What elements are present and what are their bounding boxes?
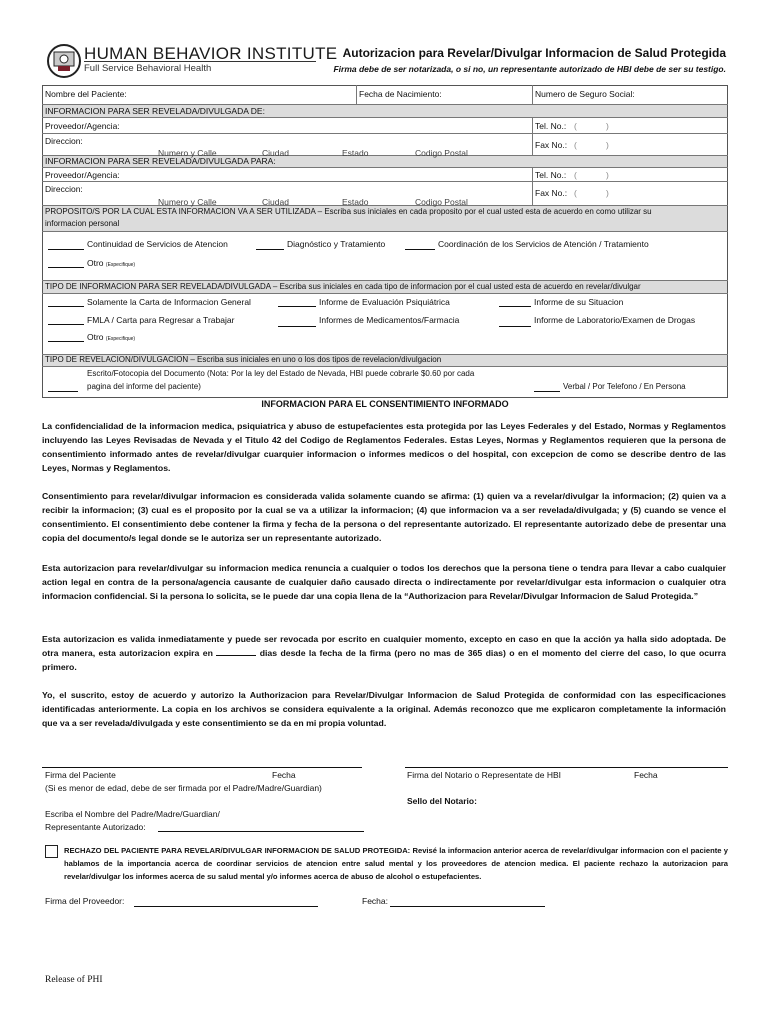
consent-paragraph-2: Consentimiento para revelar/divulgar informacion es considerada valida solamente cuando se afirma: (1) quien va a revelar/divulgar la informacion; (2) quien va a recibir la informacion; (3) cual es el proposito por la cual se va a utilizar la informacion; (4) que informacion va a ser revelada/divulgada; y (5) cuando se vence el consentimiento. El consentimiento debe contener la firma y fecha de la persona o del representante autorizado. El representante autorizado debe de presentar una copia del documento/s legal donde se le autoriza ser un representante autorizado. (42, 491, 726, 543)
type-fmla: FMLA / Carta para Regresar a Trabajar (87, 315, 235, 325)
purpose-coordination: Coordinación de los Servicios de Atención / Tratamiento (438, 239, 649, 249)
to-fax-field[interactable]: Fax No.: (535, 188, 568, 198)
from-fax-paren-open: ( (574, 140, 577, 150)
disclosure-heading: TIPO DE REVELACION/DIVULGACION – Escriba sus iniciales en uno o los dos tipos de revelacion/divulgacion (45, 355, 442, 364)
provider-signature-line[interactable] (134, 906, 318, 907)
consent-paragraph-4 (42, 632, 726, 674)
type-initial-4[interactable] (48, 324, 84, 325)
disclosure-written-1: Escrito/Fotocopia del Documento (Nota: Por la ley del Estado de Nevada, HBI puede cobrarle $0.60 por cada (87, 369, 475, 378)
info-type-heading: TIPO DE INFORMACION PARA SER REVELADA/DIVULGADA – Escriba sus iniciales en cada tipo de informacion por el cual usted esta de acuerdo en revelar/divulgar (45, 282, 641, 291)
refusal-checkbox[interactable] (45, 845, 58, 858)
from-city-hint: Ciudad (262, 148, 289, 158)
from-fax-paren-close: ) (606, 140, 609, 150)
to-provider-field[interactable]: Proveedor/Agencia: (45, 170, 120, 180)
guardian-label-1: Escriba el Nombre del Padre/Madre/Guardian/ (45, 809, 220, 819)
to-state-hint: Estado (342, 197, 369, 207)
consent-heading: INFORMACION PARA EL CONSENTIMIENTO INFORMADO (261, 399, 509, 409)
logo-emblem (47, 44, 81, 78)
from-phone-paren-open: ( (574, 121, 577, 131)
purpose-heading-cont: informacion personal (45, 219, 120, 228)
from-phone-field[interactable]: Tel. No.: (535, 121, 567, 131)
type-medication: Informes de Medicamentos/Farmacia (319, 315, 460, 325)
minor-note: (Si es menor de edad, debe de ser firmada por el Padre/Madre/Guardian) (45, 783, 322, 793)
to-fax-paren-close: ) (606, 188, 609, 198)
logo-figure-icon (49, 46, 79, 76)
purpose-continuity: Continuidad de Servicios de Atencion (87, 239, 228, 249)
patient-name-field[interactable]: Nombre del Paciente: (45, 89, 127, 99)
purpose-initial-2[interactable] (256, 249, 284, 250)
consent-paragraph-1: La confidencialidad de la informacion medica, psiquiatrica y abuso de estupefacientes esta protegida por las Leyes Federales y del Estado, Normas y Reglamentos incluyendo las Leyes Revisadas de Nevada y el Titulo 42 del Codigo de Reglamentos Federales. Estas Leyes, Normas y Reglamentos requieren que la persona de consentimiento informado antes de revelar/divulgar cuarquier informacion o informes medicos o del hospital, con excepcion de como se describe dentro de las Leyes, Normas y Reglamentos. (42, 421, 726, 473)
disclosure-initial-written[interactable] (48, 391, 78, 392)
expiry-days-field[interactable] (216, 646, 256, 656)
expiry-text-b: dias desde la fecha de la firma (pero no mas de 365 dias) o en el momento del cierre del caso, lo que ocurra primero. (42, 648, 727, 672)
purpose-initial-other[interactable] (48, 267, 84, 268)
consent-paragraph-3: Esta autorizacion para revelar/divulgar su informacion medica renuncia a cualquier o todos los derechos que la persona tiene o tendra para llevar a cabo cualquier action legal en contra de la persona/agencia causante de cualquier daño causado directa o indirectamente por revelar/divulgar esta informacion o cualquier otra informacion confidencial. Si la persona lo solicita, se le puede dar una copia llena de la “Authorizacion para Revelar/Divulgar Informacion de Salud Protegida.” (42, 563, 726, 601)
notary-date-label: Fecha (634, 770, 658, 780)
guardian-label-2: Representante Autorizado: (45, 822, 146, 832)
provider-signature-label: Firma del Proveedor: (45, 896, 125, 906)
provider-date-line[interactable] (390, 906, 545, 907)
expiry-text-a: Esta autorizacion es valida inmediatamente y puede ser revocada por escrito en cualquier momento, excepto en caso en que la acción ya halla sido adoptada. De otra manera, esta autorizacion expira en (42, 634, 726, 658)
purpose-other: Otro (87, 258, 104, 268)
to-section-heading: INFORMACION PARA SER REVELADA/DIVULGADA PARA: (45, 156, 276, 166)
type-initial-3[interactable] (499, 306, 531, 307)
purpose-diagnosis: Diagnóstico y Tratamiento (287, 239, 386, 249)
disclosure-verbal: Verbal / Por Telefono / En Persona (563, 382, 686, 391)
type-other: Otro (87, 332, 104, 342)
from-street-hint: Numero y Calle (158, 148, 217, 158)
purpose-initial-1[interactable] (48, 249, 84, 250)
type-initial-5[interactable] (278, 326, 316, 327)
to-phone-paren-open: ( (574, 170, 577, 180)
to-phone-paren-close: ) (606, 170, 609, 180)
notary-signature-label: Firma del Notario o Representate de HBI (407, 770, 562, 780)
type-psych-eval: Informe de Evaluación Psiquiátrica (319, 297, 450, 307)
guardian-name-line[interactable] (158, 831, 364, 832)
type-lab-drug: Informe de Laboratorio/Examen de Drogas (534, 315, 696, 325)
from-provider-field[interactable]: Proveedor/Agencia: (45, 121, 120, 131)
to-fax-paren-open: ( (574, 188, 577, 198)
to-street-hint: Numero y Calle (158, 197, 217, 207)
dob-field[interactable]: Fecha de Nacimiento: (359, 89, 442, 99)
from-section-heading: INFORMACION PARA SER REVELADA/DIVULGADA DE: (45, 106, 265, 116)
to-zip-hint: Codigo Postal (415, 197, 468, 207)
org-tagline: Full Service Behavioral Health (84, 63, 212, 74)
type-other-label (87, 332, 135, 342)
purpose-other-label (87, 258, 135, 268)
type-other-hint: (Especifique) (105, 336, 136, 342)
notary-seal-label: Sello del Notario: (407, 796, 477, 806)
footer-label: Release of PHI (45, 975, 103, 985)
refusal-text: RECHAZO DEL PACIENTE PARA REVELAR/DIVULGAR INFORMACION DE SALUD PROTEGIDA: Revisé la informacion anterior acerca de revelar/divulgar informacion con el paciente y hablamos de la importancia acerca de coordinar servicios de atencion entre salud mental y los proveedores de atencion medica. El paciente rechazo la autorizacion para revelar/divulgar los informes acerca de su salud mental y/o informes acerca de abuso de alcohol o estupefacientes. (64, 846, 728, 881)
type-initial-other[interactable] (48, 341, 84, 342)
type-initial-2[interactable] (278, 306, 316, 307)
provider-date-label: Fecha: (362, 896, 388, 906)
disclosure-initial-verbal[interactable] (534, 391, 560, 392)
purpose-heading: PROPOSITO/S POR LA CUAL ESTA INFORMACION VA A SER UTILIZADA – Escriba sus iniciales en cada proposito por el cual usted esta de acuerdo en como utilizar su (45, 207, 652, 216)
type-initial-1[interactable] (48, 306, 84, 307)
type-general-letter: Solamente la Carta de Informacion General (87, 297, 251, 307)
notary-signature-line[interactable] (405, 767, 728, 768)
to-phone-field[interactable]: Tel. No.: (535, 170, 567, 180)
patient-date-label: Fecha (272, 770, 296, 780)
to-address-field[interactable]: Direccion: (45, 184, 83, 194)
ssn-field[interactable]: Numero de Seguro Social: (535, 89, 635, 99)
consent-paragraph-5: Yo, el suscrito, estoy de acuerdo y autorizo la Authorizacion para Revelar/Divulgar Informacion de Salud Protegida de conformidad con las especificaciones identificadas anteriormente. La copia en los archivos se considera equivalente a la original. Además reconozco que me explicaron completamente la información que va a ser revelada/divulgada y este consentimiento se da en mi propia voluntad. (42, 690, 726, 728)
document-title: Autorizacion para Revelar/Divulgar Informacion de Salud Protegida (342, 46, 726, 60)
org-name: HUMAN BEHAVIOR INSTITUTE (84, 44, 338, 63)
from-fax-field[interactable]: Fax No.: (535, 140, 568, 150)
purpose-initial-3[interactable] (405, 249, 435, 250)
disclosure-written-2: pagina del informe del paciente) (87, 382, 201, 391)
from-phone-paren-close: ) (606, 121, 609, 131)
purpose-other-hint: (Especifique) (105, 262, 136, 268)
from-zip-hint: Codigo Postal (415, 148, 468, 158)
patient-signature-label: Firma del Paciente (45, 770, 116, 780)
from-address-field[interactable]: Direccion: (45, 136, 83, 146)
type-status-report: Informe de su Situacion (534, 297, 624, 307)
to-city-hint: Ciudad (262, 197, 289, 207)
logo-divider (84, 61, 316, 62)
type-initial-6[interactable] (499, 326, 531, 327)
document-subtitle: Firma debe de ser notarizada, o si no, un representante autorizado de HBI debe de ser su testigo. (333, 64, 726, 74)
from-state-hint: Estado (342, 148, 369, 158)
patient-signature-line[interactable] (42, 767, 362, 768)
